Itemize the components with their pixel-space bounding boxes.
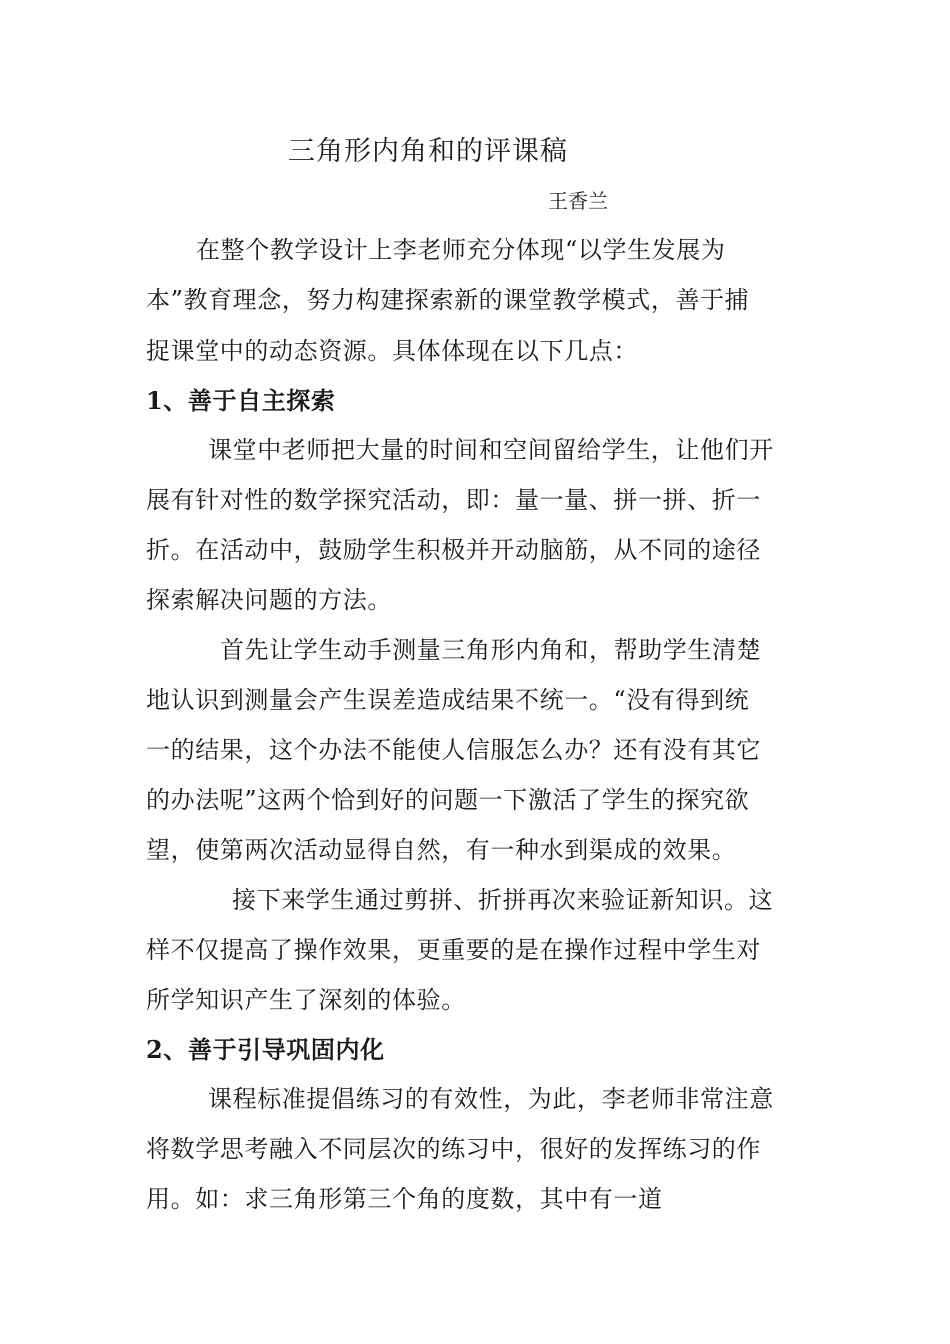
paragraph-3-line-1: 接下来学生通过剪拼、折拼再次来验证新知识。这 — [232, 886, 774, 914]
paragraph-2-line-1: 首先让学生动手测量三角形内角和，帮助学生清楚 — [220, 636, 762, 664]
document-author: 王香兰 — [548, 189, 608, 213]
paragraph-2-line-4: 的办法呢”这两个恰到好的问题一下激活了学生的探究欲 — [146, 786, 750, 814]
paragraph-intro-line-2: 本”教育理念，努力构建探索新的课堂教学模式，善于捕 — [146, 286, 750, 314]
paragraph-4-line-2: 将数学思考融入不同层次的练习中，很好的发挥练习的作 — [146, 1135, 761, 1163]
section-heading-2: 2、善于引导巩固内化 — [146, 1035, 385, 1064]
paragraph-4-line-3: 用。如：求三角形第三个角的度数，其中有一道 — [146, 1185, 663, 1213]
paragraph-intro-line-3: 捉课堂中的动态资源。具体体现在以下几点： — [146, 337, 638, 365]
paragraph-1-line-2: 展有针对性的数学探究活动，即：量一量、拼一拼、折一 — [146, 486, 761, 514]
paragraph-4-line-1: 课程标准提倡练习的有效性，为此，李老师非常注意 — [208, 1085, 774, 1113]
document-title: 三角形内角和的评课稿 — [288, 136, 568, 167]
paragraph-1-line-3: 折。在活动中，鼓励学生积极并开动脑筋，从不同的途径 — [146, 536, 761, 564]
paragraph-2-line-2: 地认识到测量会产生误差造成结果不统一。“没有得到统 — [146, 686, 750, 714]
paragraph-1-line-4: 探索解决问题的方法。 — [146, 586, 392, 614]
section-heading-1: 1、善于自主探索 — [146, 386, 336, 415]
paragraph-3-line-3: 所学知识产生了深刻的体验。 — [146, 986, 466, 1014]
paragraph-1-line-1: 课堂中老师把大量的时间和空间留给学生，让他们开 — [208, 436, 774, 464]
paragraph-3-line-2: 样不仅提高了操作效果，更重要的是在操作过程中学生对 — [146, 936, 761, 964]
paragraph-intro-line-1: 在整个教学设计上李老师充分体现“以学生发展为 — [196, 236, 726, 264]
paragraph-2-line-5: 望，使第两次活动显得自然，有一种水到渠成的效果。 — [146, 836, 737, 864]
paragraph-2-line-3: 一的结果，这个办法不能使人信服怎么办？还有没有其它 — [146, 736, 761, 764]
